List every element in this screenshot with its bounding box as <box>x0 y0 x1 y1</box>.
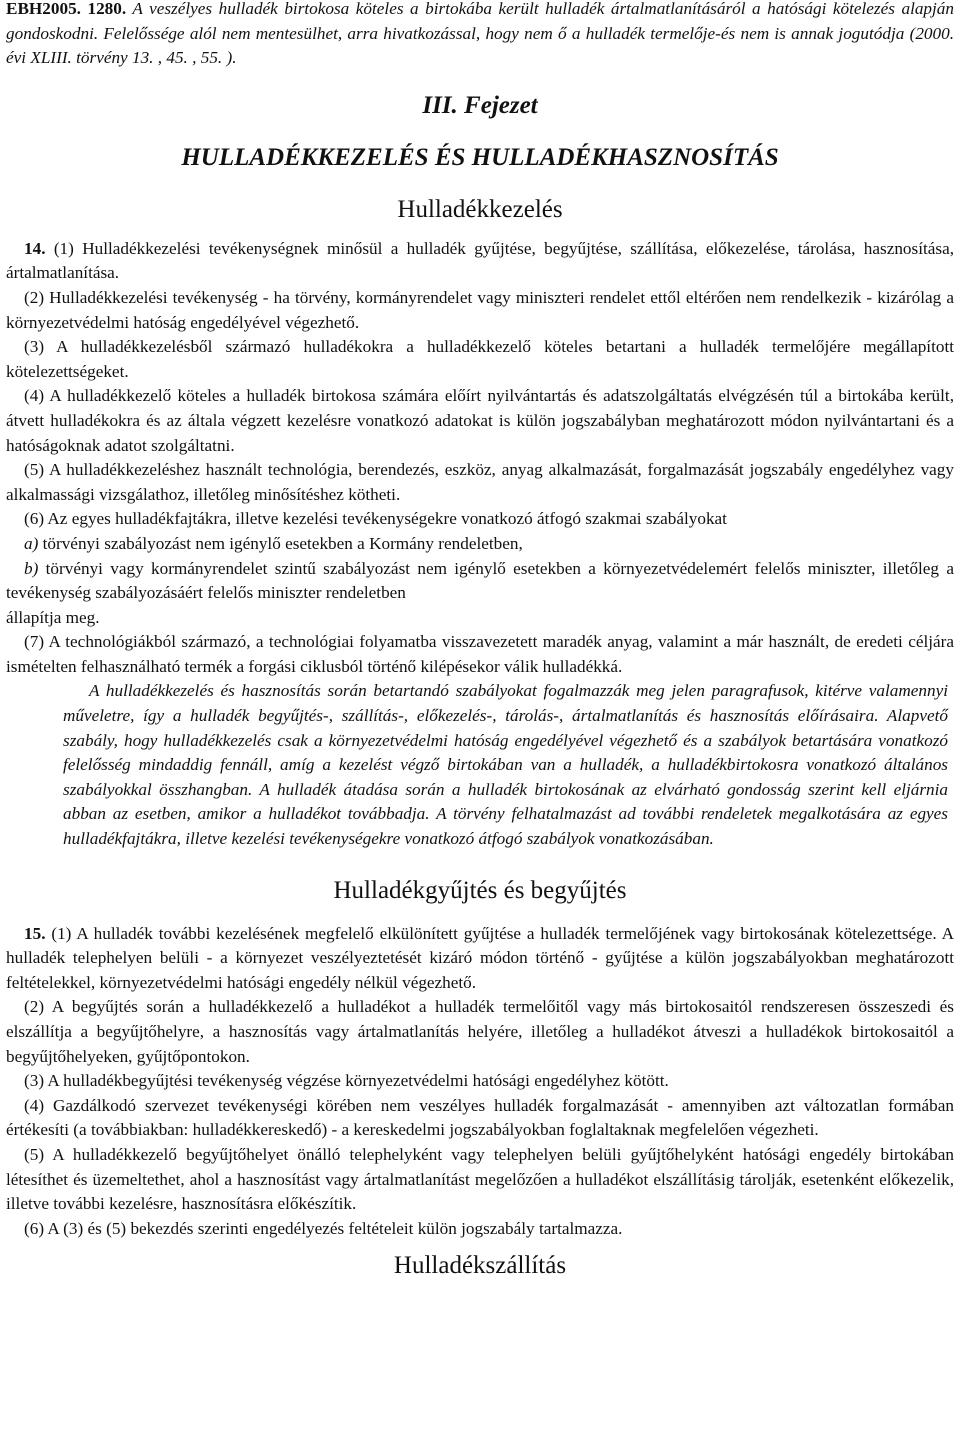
section-15-number: 15. <box>24 923 46 943</box>
chapter-number: III. Fejezet <box>422 91 538 119</box>
section-15-paragraph-2: (2) A begyűjtés során a hulladékkezelő a hulladékot a hulladék termelőitől vagy más birtokosaitól rendszeresen összeszedi és elszállítja a begyűjtőhelyre, a hasznosítás vagy ártalmatlanítás helyére, illetőleg a hulladékot átveszi a hulladékok birtokosaitól a begyűjtőhelyeken, gyűjtőpontokon. <box>6 997 954 1066</box>
section-14-paragraph-4: (4) A hulladékkezelő köteles a hulladék birtokosa számára előírt nyilvántartás és adatszolgáltatás elvégzésén túl a birtokába került, átvett hulladékokra és az általa végzett kezelésre vonatkozó adatokat is külön jogszabályban meghatározott módon nyilvántartani és a hatóságoknak adatot szolgáltatni. <box>6 386 954 455</box>
section-14-paragraph-7: (7) A technológiákból származó, a technológiai folyamatba visszavezetett maradék anyag, valamint a már használt, de eredeti céljára ismételten felhasználható termék a forgási ciklusból történő kilépésekor válik hulladékká. <box>6 632 954 676</box>
case-reference: EBH2005. 1280. <box>6 0 127 18</box>
section-15-paragraph-1 <box>6 922 954 996</box>
section-15-paragraph-4: (4) Gazdálkodó szervezet tevékenységi körében nem veszélyes hulladék forgalmazását - amennyiben azt változatlan formában értékesíti (a továbbiakban: hulladékkereskedő) - a kereskedelmi jogszabályokban foglaltaknak megfelelően végezheti. <box>6 1095 954 1140</box>
section-14-point-a <box>6 532 954 557</box>
section-14-paragraph-1 <box>6 237 954 286</box>
section-title-hulladekgyujtes: Hulladékgyűjtés és begyűjtés <box>333 876 627 904</box>
section-14-text-1: (1) Hulladékkezelési tevékenységnek minősül a hulladék gyűjtése, begyűjtése, szállítása, előkezelése, tárolása, hasznosítása, ártalmatlanítása. <box>6 238 954 283</box>
chapter-title: HULLADÉKKEZELÉS ÉS HULLADÉKHASZNOSÍTÁS <box>181 143 779 171</box>
section-title-hulladekszallitas: Hulladékszállítás <box>393 1252 567 1280</box>
section-15-text-1: (1) A hulladék további kezelésének megfelelő elkülönített gyűjtése a hulladék termelőjének vagy birtokosának kötelezettsége. A hulladék telephelyen belüli - a környezet veszélyeztetését kizáró módon történő - gyűjtése a külön jogszabályokban meghatározott feltételekkel, környezetvédelmi hatósági engedély nélkül végezhető. <box>6 923 954 992</box>
section-14-paragraph-2: (2) Hulladékkezelési tevékenység - ha törvény, kormányrendelet vagy miniszteri rendelet ettől eltérően nem rendelkezik - kizárólag a környezetvédelmi hatóság engedélyével végezhető. <box>6 287 954 332</box>
case-summary: A veszélyes hulladék birtokosa köteles a birtokába került hulladék ártalmatlanításáról a hatósági kötelezés alapján gondoskodni. Felelőssége alól nem mentesülhet, arra hivatkozással, hogy nem ő a hulladék termelője-és nem is annak jogutódja (2000. évi XLIII. törvény 13. , 45. , 55. ). <box>6 0 954 68</box>
intro-paragraph <box>6 0 954 71</box>
section-14-paragraph-6-closing: állapítja meg. <box>6 607 100 627</box>
point-b-label: b) <box>24 558 39 578</box>
section-15-paragraph-6: (6) A (3) és (5) bekezdés szerinti engedélyezés feltételeit külön jogszabály tartalmazza. <box>24 1218 623 1238</box>
point-a-label: a) <box>24 533 39 553</box>
point-b-text: törvényi vagy kormányrendelet szintű szabályozást nem igénylő esetekben a környezetvédelemért felelős miniszter, illetőleg a tevékenység szabályozásáért felelős miniszter rendeletben <box>6 558 954 603</box>
section-14-point-b <box>6 557 954 606</box>
section-15-paragraph-5: (5) A hulladékkezelő begyűjtőhelyet önálló telephelyként vagy telephelyen belüli gyűjtőhelyként hatósági engedély birtokában létesíthet és üzemeltethet, ahol a hasznosítást vagy ártalmatlanítást megelőzően a hulladékot elszállításig tárolják, esetenként előkezelik, illetve további kezelésre, hasznosításra előkészítik. <box>6 1144 954 1214</box>
section-14-number: 14. <box>24 238 46 258</box>
section-14-paragraph-3: (3) A hulladékkezelésből származó hulladékokra a hulladékkezelő köteles betartani a hulladék termelőjére megállapított kötelezettségeket. <box>6 337 954 381</box>
point-a-text: törvényi szabályozást nem igénylő esetekben a Kormány rendeletben, <box>38 533 523 553</box>
section-14-commentary: A hulladékkezelés és hasznosítás során betartandó szabályokat fogalmazzák meg jelen paragrafusok, kitérve valamennyi műveletre, így a hulladék begyűjtés-, szállítás-, előkezelés-, tárolás-, ártalmatlanítás és hasznosítás előírásaira. Alapvető szabály, hogy hulladékkezelés csak a környezetvédelmi hatóság engedélyével végezhető és a szabályok betartására vonatkozó felelősség mindaddig fennáll, amíg a kezelést végző birtokában van a hulladék, a hulladékbirtokosra vonatkozó általános szabályokkal összhangban. A hulladék átadása során a hulladék birtokosának az elvárható gondosság szerint kell eljárnia abban az esetben, amikor a hulladékot továbbadja. A törvény felhatalmazást ad további rendeletek megalkotására az egyes hulladékfajtákra, illetve kezelési tevékenységekre vonatkozó átfogó szabályok vonatkozásában. <box>63 681 948 849</box>
section-title-hulladekkezeles: Hulladékkezelés <box>397 195 563 223</box>
section-14-paragraph-6: (6) Az egyes hulladékfajtákra, illetve kezelési tevékenységekre vonatkozó átfogó szakmai szabályokat <box>24 509 727 529</box>
section-15-paragraph-3: (3) A hulladékbegyűjtési tevékenység végzése környezetvédelmi hatósági engedélyhez kötött. <box>24 1071 669 1091</box>
section-14-paragraph-5: (5) A hulladékkezeléshez használt technológia, berendezés, eszköz, anyag alkalmazását, forgalmazását jogszabály engedélyhez vagy alkalmassági vizsgálathoz, illetőleg minősítéshez kötheti. <box>6 460 954 504</box>
